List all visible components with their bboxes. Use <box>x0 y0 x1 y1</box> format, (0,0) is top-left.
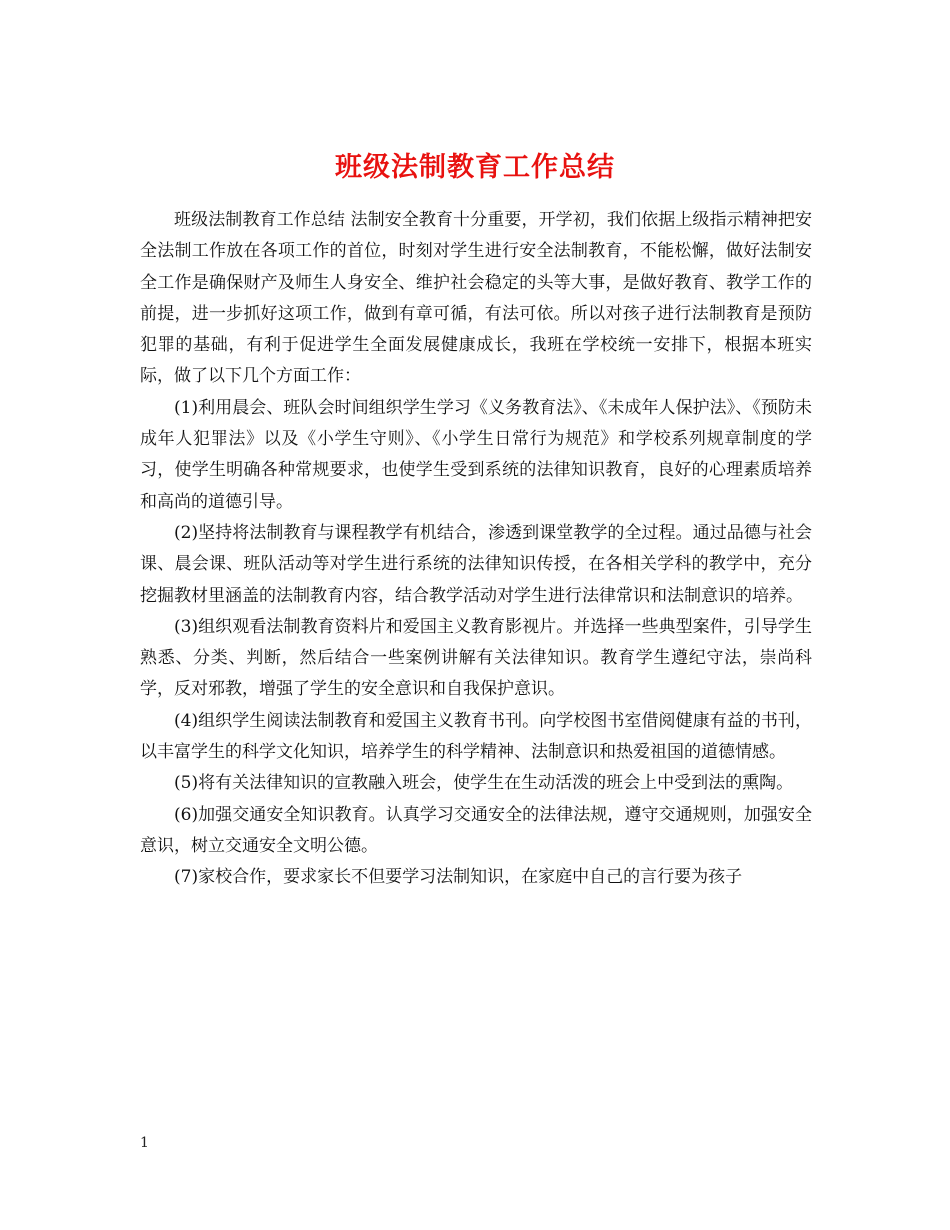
paragraph-item-6: (6)加强交通安全知识教育。认真学习交通安全的法律法规，遵守交通规则，加强安全意识，树立交通安全文明公德。 <box>140 804 812 856</box>
paragraph-item-3: (3)组织观看法制教育资料片和爱国主义教育影视片。并选择一些典型案件，引导学生熟悉、分类、判断，然后结合一些案例讲解有关法律知识。教育学生遵纪守法，崇尚科学，反对邪教，增强了学生的安全意识和自我保护意识。 <box>140 616 812 700</box>
paragraph-item-1: (1)利用晨会、班队会时间组织学生学习《义务教育法》、《未成年人保护法》、《预防未成年人犯罪法》以及《小学生守则》、《小学生日常行为规范》和学校系列规章制度的学习，使学生明确各种常规要求，也使学生受到系统的法律知识教育，良好的心理素质培养和高尚的道德引导。 <box>140 397 812 512</box>
paragraph-item-4: (4)组织学生阅读法制教育和爱国主义教育书刊。向学校图书室借阅健康有益的书刊，以丰富学生的科学文化知识，培养学生的科学精神、法制意识和热爱祖国的道德情感。 <box>140 710 812 763</box>
paragraph-item-2: (2)坚持将法制教育与课程教学有机结合，渗透到课堂教学的全过程。通过品德与社会课、晨会课、班队活动等对学生进行系统的法律知识传授，在各相关学科的教学中，充分挖掘教材里涵盖的法制教育内容，结合教学活动对学生进行法律常识和法制意识的培养。 <box>140 522 812 606</box>
page-number: 1 <box>140 1135 149 1151</box>
paragraph-item-7: (7)家校合作，要求家长不但要学习法制知识，在家庭中自己的言行要为孩子 <box>174 867 743 888</box>
document-title: 班级法制教育工作总结 <box>335 152 615 184</box>
document-body <box>140 205 812 894</box>
paragraph-intro: 班级法制教育工作总结 法制安全教育十分重要，开学初，我们依据上级指示精神把安全法制工作放在各项工作的首位，时刻对学生进行安全法制教育，不能松懈，做好法制安全工作是确保财产及师生人身安全、维护社会稳定的头等大事，是做好教育、教学工作的前提，进一步抓好这项工作，做到有章可循，有法可依。所以对孩子进行法制教育是预防犯罪的基础，有利于促进学生全面发展健康成长，我班在学校统一安排下，根据本班实际，做了以下几个方面工作： <box>140 210 812 387</box>
paragraph-item-5: (5)将有关法律知识的宣教融入班会，使学生在生动活泼的班会上中受到法的熏陶。 <box>174 773 794 794</box>
